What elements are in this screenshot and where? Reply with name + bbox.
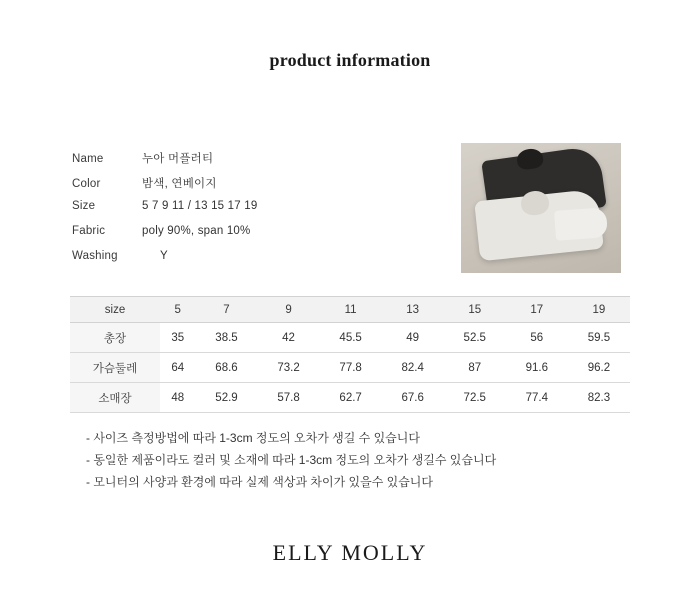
info-row (72, 225, 372, 250)
size-table-cell: 45.5 (320, 323, 382, 353)
table-row (70, 323, 630, 353)
size-table-row-label: 가슴둘레 (70, 353, 160, 383)
size-table-row-label: 총장 (70, 323, 160, 353)
page-title: product information (269, 50, 431, 70)
size-table-cell: 49 (382, 323, 444, 353)
size-table-cell: 59.5 (568, 323, 630, 353)
table-row (70, 383, 630, 413)
size-table-header-cell: 11 (320, 297, 382, 323)
size-table-cell: 82.4 (382, 353, 444, 383)
size-table-cell: 42 (258, 323, 320, 353)
info-value-color: 밤색, 연베이지 (142, 178, 217, 190)
size-table-header-cell: 13 (382, 297, 444, 323)
size-table-row-label: 소매장 (70, 383, 160, 413)
size-table-cell: 77.4 (506, 383, 568, 413)
size-table-cell: 96.2 (568, 353, 630, 383)
size-table-header-cell: 15 (444, 297, 506, 323)
info-row (72, 200, 372, 225)
size-table-cell: 72.5 (444, 383, 506, 413)
info-row (72, 175, 372, 200)
size-table-cell: 77.8 (320, 353, 382, 383)
size-table-header-cell: 9 (258, 297, 320, 323)
size-table-header-cell: 5 (160, 297, 195, 323)
size-table-cell: 56 (506, 323, 568, 353)
table-row (70, 353, 630, 383)
info-value-size: 5 7 9 11 / 13 15 17 19 (142, 200, 258, 212)
info-row (72, 150, 372, 175)
info-label-name: Name (72, 153, 104, 165)
size-table-cell: 52.9 (195, 383, 257, 413)
size-table-header-cell: size (70, 297, 160, 323)
note-line: - 사이즈 측정방법에 따라 1-3cm 정도의 오차가 생길 수 있습니다 (86, 431, 420, 445)
product-info-list (72, 150, 372, 275)
info-value-name: 누아 머플러티 (142, 153, 214, 165)
size-table-header-row (70, 297, 630, 323)
size-table-cell: 52.5 (444, 323, 506, 353)
info-label-washing: Washing (72, 250, 118, 262)
garment-light-sleeve (554, 207, 608, 241)
size-table-cell: 67.6 (382, 383, 444, 413)
info-value-washing: Y (160, 250, 168, 262)
info-label-size: Size (72, 200, 96, 212)
size-table-header-cell: 7 (195, 297, 257, 323)
size-table-header-cell: 17 (506, 297, 568, 323)
size-table-cell: 57.8 (258, 383, 320, 413)
info-label-fabric: Fabric (72, 225, 106, 237)
info-label-color: Color (72, 178, 101, 190)
notes-block (86, 427, 626, 493)
size-table-cell: 68.6 (195, 353, 257, 383)
info-row (72, 250, 372, 275)
size-table (70, 296, 630, 413)
note-line: - 모니터의 사양과 환경에 따라 실제 색상과 차이가 있을수 있습니다 (86, 475, 433, 489)
size-table-cell: 87 (444, 353, 506, 383)
product-photo (461, 143, 621, 273)
size-table-cell: 35 (160, 323, 195, 353)
size-table-cell: 73.2 (258, 353, 320, 383)
size-table-header-cell: 19 (568, 297, 630, 323)
brand-name: ELLY MOLLY (272, 540, 428, 565)
size-table-cell: 48 (160, 383, 195, 413)
size-table-cell: 82.3 (568, 383, 630, 413)
note-line: - 동일한 제품이라도 컬러 및 소재에 따라 1-3cm 정도의 오차가 생길수 있습니다 (86, 453, 497, 467)
info-value-fabric: poly 90%, span 10% (142, 225, 251, 237)
size-table-cell: 91.6 (506, 353, 568, 383)
size-table-cell: 62.7 (320, 383, 382, 413)
size-table-cell: 38.5 (195, 323, 257, 353)
size-table-cell: 64 (160, 353, 195, 383)
